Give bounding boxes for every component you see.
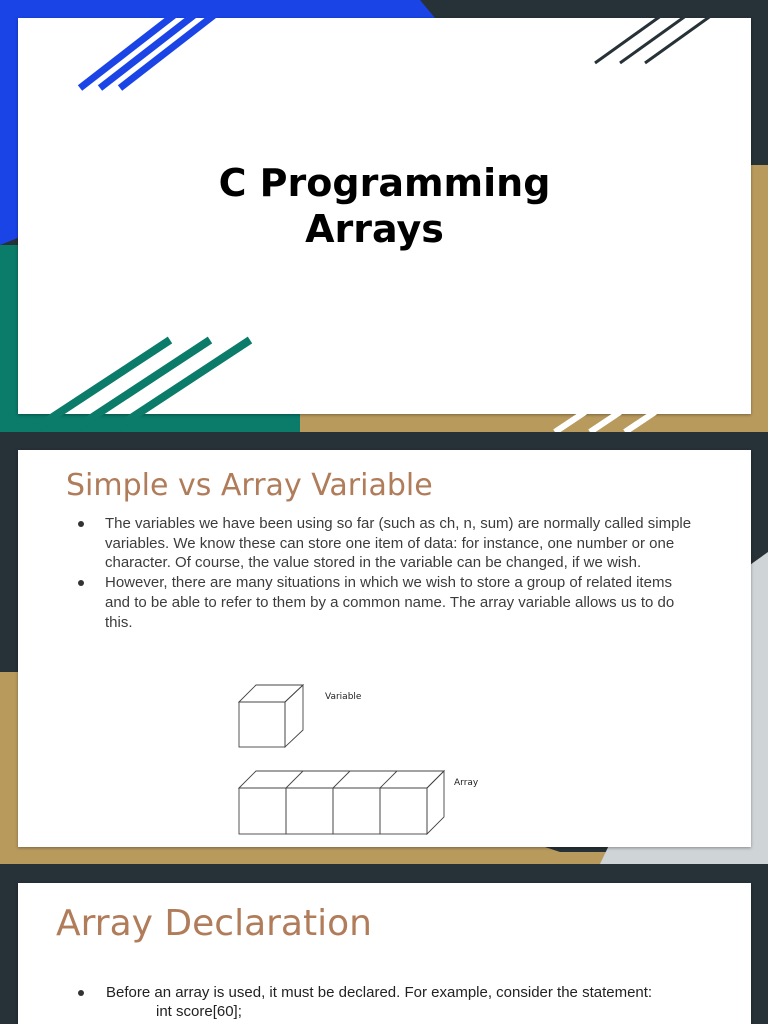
bullet-icon [78,521,84,527]
array-side [427,771,444,834]
array-label: Array [454,778,479,788]
title-line-1: C Programming [218,161,551,205]
simple-vs-array-slide [0,432,768,864]
list-item: The variables we have been using so far (such as ch, n, sum) are normally called simple variables. We know these can store one item of data: for instance, one number or one character. Of course, the value stored in the variable can be changed, if we wish. [78,514,698,573]
title-line-2: Arrays [305,207,444,251]
variable-label: Variable [325,692,362,702]
variable-cube-side [285,685,303,747]
array-declaration-slide [0,866,768,1024]
code-line: int score[60]; [156,1003,242,1020]
array-cell [380,788,427,834]
bullet-icon [78,580,84,586]
title-card [18,18,751,414]
bullet-icon [78,990,84,996]
array-cell [333,788,380,834]
array-cell [286,788,333,834]
bullet-text: Before an array is used, it must be declared. For example, consider the statement: [106,984,653,1001]
list-item: However, there are many situations in which we wish to store a group of related items and to be able to refer to them by a common name. The array variable allows us to do this. [78,573,698,632]
array-cell [239,788,286,834]
list-item [78,983,718,1021]
content-card [18,450,751,847]
variable-cube-front [239,702,285,747]
bullet-list [78,514,698,632]
title-slide [0,0,768,432]
slide-heading: Simple vs Array Variable [66,468,433,503]
variable-array-diagram [236,682,506,842]
content-card [18,883,751,1024]
slide-heading: Array Declaration [56,903,372,944]
